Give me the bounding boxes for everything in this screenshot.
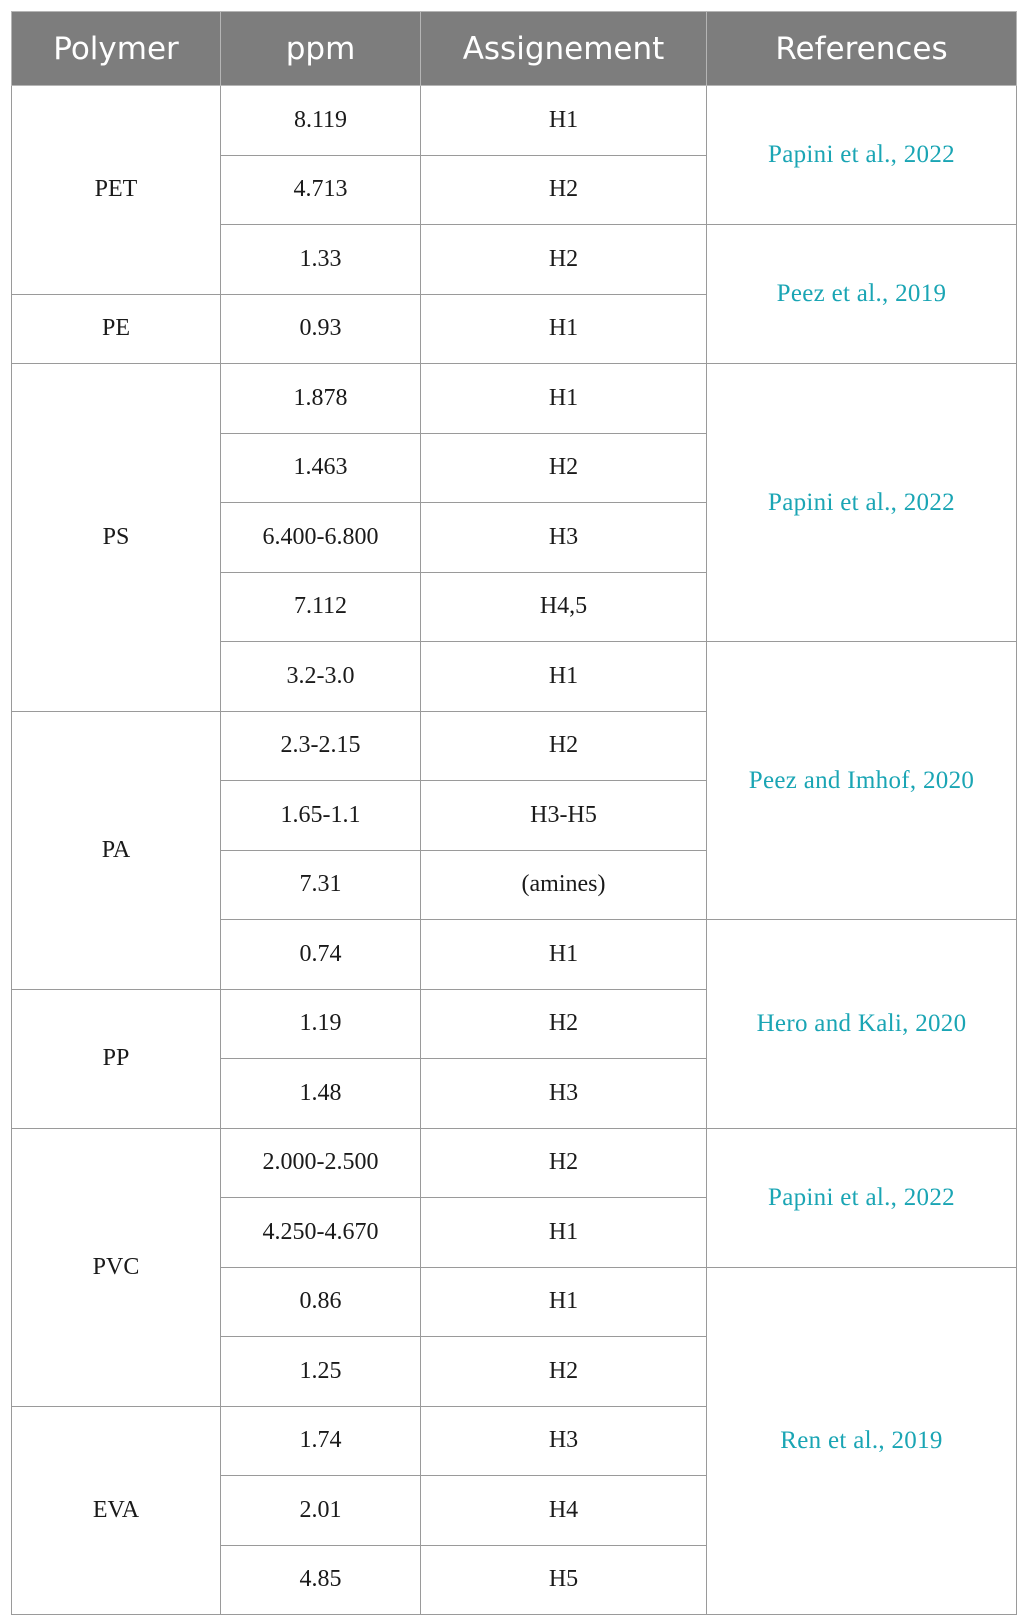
ppm-cell: 1.74 xyxy=(221,1406,421,1476)
header-assignment: Assignement xyxy=(421,12,707,86)
header-ppm: ppm xyxy=(221,12,421,86)
ppm-cell: 1.878 xyxy=(221,364,421,434)
assignment-cell: H3 xyxy=(421,503,707,573)
polymer-cell-pp: PP xyxy=(12,989,221,1128)
header-row xyxy=(12,12,1017,86)
polymer-cell-pa: PA xyxy=(12,711,221,989)
ppm-cell: 2.000-2.500 xyxy=(221,1128,421,1198)
polymer-cell-pet: PET xyxy=(12,86,221,295)
ppm-cell: 7.112 xyxy=(221,572,421,642)
polymer-cell-pvc: PVC xyxy=(12,1128,221,1406)
ppm-cell: 1.65-1.1 xyxy=(221,781,421,851)
assignment-cell: H3 xyxy=(421,1406,707,1476)
assignment-cell: H1 xyxy=(421,642,707,712)
assignment-cell: H2 xyxy=(421,711,707,781)
assignment-cell: H1 xyxy=(421,1198,707,1268)
ppm-cell: 1.33 xyxy=(221,225,421,295)
assignment-cell: H2 xyxy=(421,225,707,295)
assignment-cell: H2 xyxy=(421,989,707,1059)
ppm-cell: 4.250-4.670 xyxy=(221,1198,421,1268)
table-row xyxy=(12,1128,1017,1198)
header-polymer: Polymer xyxy=(12,12,221,86)
assignment-cell: H2 xyxy=(421,433,707,503)
assignment-cell: H5 xyxy=(421,1545,707,1615)
header-references: References xyxy=(707,12,1017,86)
ppm-cell: 1.25 xyxy=(221,1337,421,1407)
assignment-cell: H3-H5 xyxy=(421,781,707,851)
ppm-cell: 4.713 xyxy=(221,155,421,225)
ppm-cell: 0.93 xyxy=(221,294,421,364)
ppm-cell: 3.2-3.0 xyxy=(221,642,421,712)
reference-link[interactable]: Papini et al., 2022 xyxy=(707,86,1017,225)
assignment-cell: H4 xyxy=(421,1476,707,1546)
assignment-cell: H1 xyxy=(421,364,707,434)
assignment-cell: H1 xyxy=(421,294,707,364)
polymer-cell-pe: PE xyxy=(12,294,221,364)
ppm-cell: 1.48 xyxy=(221,1059,421,1129)
assignment-cell: H3 xyxy=(421,1059,707,1129)
polymer-cell-eva: EVA xyxy=(12,1406,221,1615)
ppm-cell: 1.463 xyxy=(221,433,421,503)
reference-link[interactable]: Ren et al., 2019 xyxy=(707,1267,1017,1615)
assignment-cell: H2 xyxy=(421,1337,707,1407)
assignment-cell: H2 xyxy=(421,1128,707,1198)
ppm-cell: 6.400-6.800 xyxy=(221,503,421,573)
ppm-cell: 7.31 xyxy=(221,850,421,920)
table-row xyxy=(12,364,1017,434)
ppm-cell: 8.119 xyxy=(221,86,421,156)
table-row xyxy=(12,86,1017,156)
polymer-cell-ps: PS xyxy=(12,364,221,712)
assignment-cell: H1 xyxy=(421,920,707,990)
assignment-cell: H2 xyxy=(421,155,707,225)
assignment-cell: H1 xyxy=(421,1267,707,1337)
reference-link[interactable]: Papini et al., 2022 xyxy=(707,364,1017,642)
reference-link[interactable]: Peez et al., 2019 xyxy=(707,225,1017,364)
ppm-cell: 0.74 xyxy=(221,920,421,990)
ppm-cell: 4.85 xyxy=(221,1545,421,1615)
assignment-cell: H1 xyxy=(421,86,707,156)
ppm-cell: 1.19 xyxy=(221,989,421,1059)
reference-link[interactable]: Papini et al., 2022 xyxy=(707,1128,1017,1267)
assignment-cell: (amines) xyxy=(421,850,707,920)
reference-link[interactable]: Hero and Kali, 2020 xyxy=(707,920,1017,1129)
ppm-cell: 2.01 xyxy=(221,1476,421,1546)
ppm-cell: 0.86 xyxy=(221,1267,421,1337)
assignment-cell: H4,5 xyxy=(421,572,707,642)
nmr-assignment-table xyxy=(11,11,1017,1615)
ppm-cell: 2.3-2.15 xyxy=(221,711,421,781)
reference-link[interactable]: Peez and Imhof, 2020 xyxy=(707,642,1017,920)
